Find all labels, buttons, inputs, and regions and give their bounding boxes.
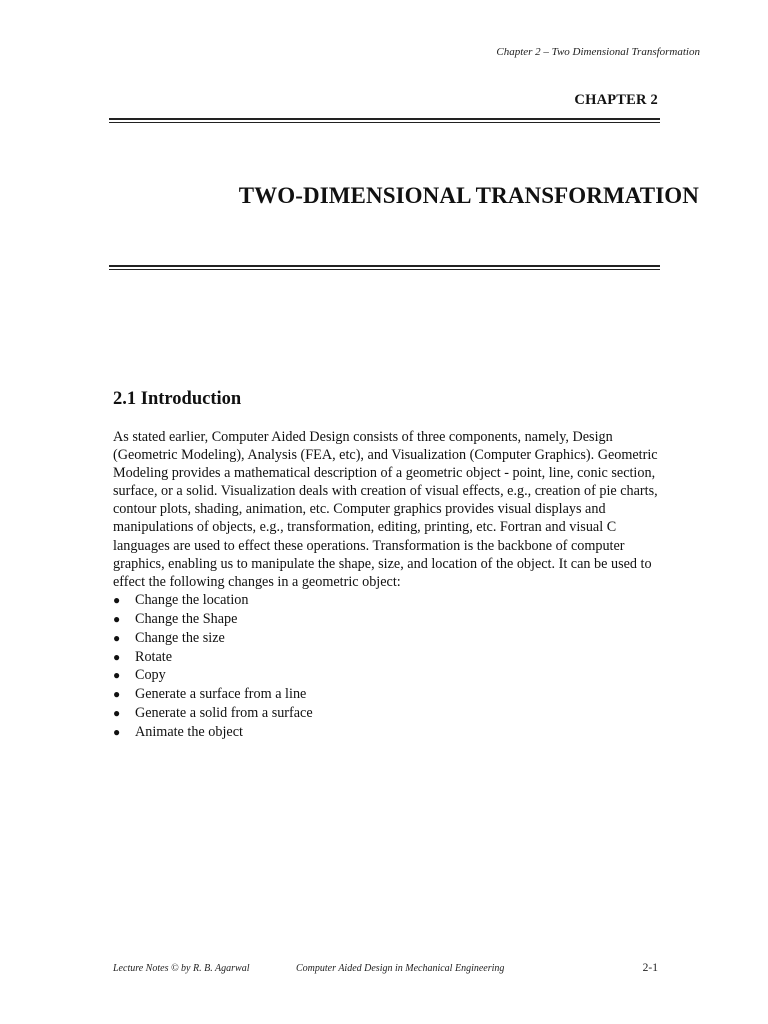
bottom-divider xyxy=(109,265,660,270)
list-item: ● Change the size xyxy=(113,629,225,646)
list-item: ● Generate a surface from a line xyxy=(113,686,307,703)
bullet-icon: ● xyxy=(113,611,121,626)
bullet-icon: ● xyxy=(113,725,121,740)
page-number: 2-1 xyxy=(642,962,658,974)
section-heading: 2.1 Introduction xyxy=(113,389,242,409)
bullet-icon: ● xyxy=(113,668,121,683)
top-divider xyxy=(109,118,660,123)
running-header: Chapter 2 – Two Dimensional Transformation xyxy=(496,46,700,58)
bullet-icon: ● xyxy=(113,649,121,664)
bullet-list xyxy=(113,591,658,742)
list-item: ● Copy xyxy=(113,667,166,684)
bullet-icon: ● xyxy=(113,687,121,702)
section-body xyxy=(113,428,658,742)
bullet-icon: ● xyxy=(113,592,121,607)
bullet-icon: ● xyxy=(113,630,121,645)
bullet-icon: ● xyxy=(113,706,121,721)
intro-paragraph: As stated earlier, Computer Aided Design consists of three components, namely, Design (Geometric Modeling), Analysis (FEA, etc), and Visualization (Computer Graphics). Geometric Modeling provides a mathematical description of a geometric object - point, line, conic section, surface, or a solid. Visualization deals with creation of visual effects, e.g., creation of pie charts, contour plots, shading, animation, etc. Computer graphics provides visual displays and manipulations of objects, e.g., transformation, editing, printing, etc. Fortran and visual C languages are used to effect these operations. Transformation is the backbone of computer graphics, enabling us to manipulate the shape, size, and location of the object. It can be used to effect the following changes in a geometric object: xyxy=(113,429,658,590)
list-item: ● Generate a solid from a surface xyxy=(113,705,313,722)
chapter-title: TWO-DIMENSIONAL TRANSFORMATION xyxy=(238,183,699,208)
footer-author: Lecture Notes © by R. B. Agarwal xyxy=(113,963,250,974)
footer-course: Computer Aided Design in Mechanical Engineering xyxy=(296,963,505,974)
list-item: ● Change the location xyxy=(113,591,249,608)
list-item: ● Rotate xyxy=(113,648,173,665)
chapter-label: CHAPTER 2 xyxy=(574,92,658,108)
page-footer xyxy=(113,963,658,977)
list-item: ● Change the Shape xyxy=(113,610,238,627)
list-item: ● Animate the object xyxy=(113,724,243,741)
